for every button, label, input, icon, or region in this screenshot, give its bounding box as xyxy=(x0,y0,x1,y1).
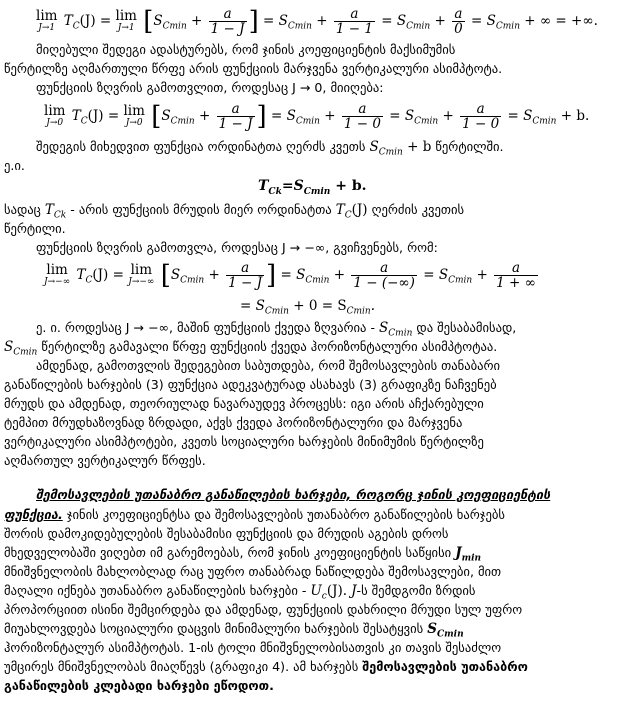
paragraph-line: წერტილი. xyxy=(4,221,66,236)
paragraph-line: $S_{Cmin}$ წერტილზე გამავალი წრფე ფუნქციის ქვედა ჰორიზონტალური ასიმპტოტაა. xyxy=(4,339,498,358)
centered-formula: $T_{Ck}=S_{Cmin} + b$. xyxy=(258,178,367,197)
paragraph-line: ე.ი. xyxy=(4,158,25,173)
section-heading: შემოსავლების უთანაბრო განაწილების ხარჯები, როგორც ჯინის კოეფიციენტის xyxy=(36,487,551,502)
paragraph-line: ფუნქციის ზღვრის გამოთვლით, როდესაც J → 0, მიიღება: xyxy=(36,80,384,95)
paragraph-line: მაღალი იქნება უთანაბრო განაწილების ხარჯები - $U_c(J)$. J-ს შემდგომი ზრდის xyxy=(4,583,476,602)
paragraph-line: პროპორციით ისინი შემცირდება და ამდენად, ფუნქციის დახრილი მრუდი სულ უფრო xyxy=(4,602,523,617)
paragraph-line: აღმართულ ვერტიკალურ წრფეს. xyxy=(4,453,206,468)
equation-limit-j-to-0: lim J→0 $T_C(J)$ = lim J→0 [$S_{Cmin}$ + $\frac{a}{1 - J}$ ] = $S_{Cmin}$ + $\frac{a}{1 - 0}$ = $S_{Cmin}$ + $\frac{a}{1 - 0}$ = $S_{Cmin} + b$. xyxy=(44,101,590,132)
paragraph-line: შორის დამოკიდებულების შესაბამისი ფუნქციის და მრუდის აგების დროს xyxy=(4,526,449,541)
paragraph-line: ამდენად, გამოთვლის შედეგებით საბუთდება, რომ შემოსავლების თანაბარი xyxy=(36,358,501,373)
paragraph-line: ფუნქცია. ჯინის კოეფიციენტსა და შემოსავლების უთანაბრო განაწილების ხარჯებს xyxy=(4,507,506,522)
paragraph-line: შედეგის მიხედვით ფუნქცია ორდინატთა ღერძს კვეთს $S_{Cmin} + b$ წერტილში. xyxy=(36,139,504,158)
paragraph-line: ვერტიკალური ასიმპტოტები, კვეთს სოციალური ხარჯების მინიმუმის წერტილზე xyxy=(4,434,484,449)
paragraph-line: ტემპით მრუდხაზოვნად ზრდადი, აქვს ქვედა ჰორიზონტალური და მარჯვენა xyxy=(4,415,463,430)
lim-operator: lim J→1 xyxy=(36,7,58,33)
equation-limit-result: = $S_{Cmin} + 0 = S_{Cmin}$. xyxy=(240,298,376,317)
paragraph-line: მხედველობაში ვიღებთ იმ გარემოებას, რომ ჯინის კოეფიციენტის საწყისი $J_{min}$ xyxy=(4,545,482,564)
paragraph-line: მნიშვნელობის მახლობლად რაც უფრო თანაბრად ნაწილდება შემოსავლები, მით xyxy=(4,564,502,579)
lim-operator: lim J→1 xyxy=(115,7,137,33)
paragraph-line: ჰორიზონტალურ ასიმპტოტას. 1-ის ტოლი მნიშვნელობისათვის კი თავის შესაძლო xyxy=(4,640,502,655)
equation-limit-j-to-1: lim J→1 $T_C(J)$ = lim J→1 [$S_{Cmin}$ + $\frac{a}{1 - J}$ ] = $S_{Cmin}$ + $\frac{a}{1 - 1}$ = $S_{Cmin}$ + $\frac{a}{0}$ = $S_{Cmin}$ + ∞ = +∞. xyxy=(36,6,598,37)
paragraph-line: ე. ი. როდესაც J → −∞, მაშინ ფუნქციის ქვედა ზღვარია - $S_{Cmin}$ და შესაბამისად, xyxy=(36,320,517,339)
paragraph-line: მიღებული შედეგი ადასტურებს, რომ ჯინის კოეფიციენტის მაქსიმუმის xyxy=(36,42,456,57)
paragraph-line: განაწილების კლებადი ხარჯები ეწოდოთ. xyxy=(4,678,274,693)
paragraph-line: უმცირეს მნიშვნელობას მიაღწევს (გრაფიკი 4). ამ ხარჯებს შემოსავლების უთანაბრო xyxy=(4,659,528,674)
paragraph-line: სადაც $T_{Ck}$ - არის ფუნქციის მრუდის მიერ ორდინატთა $T_C(J)$ ღერძის კვეთის xyxy=(4,202,465,221)
paragraph-line: ფუნქციის ზღვრის გამოთვლა, როდესაც J → −∞, გვიჩვენებს, რომ: xyxy=(36,240,438,255)
equation-limit-j-to-minus-infinity: lim J→−∞ $T_C(J)$ = lim J→−∞ [$S_{Cmin}$ + $\frac{a}{1 - J}$ ] = $S_{Cmin}$ + $\frac{a}{1 - (-\infty)}$ = $S_{Cmin}$ + $\frac{a}{1 + \infty}$ xyxy=(44,260,536,291)
paragraph-line: მრუდს და ამდენად, თეორიულად ნავარაუდევ პროცესს: იგი არის აჩქარებული xyxy=(4,396,484,411)
paragraph-line: მიუახლოვდება სოციალური დაცვის მინიმალური ხარჯების შესატყვის $S_{Cmin}$ xyxy=(4,621,464,640)
paragraph-line: წერტილზე აღმართული წრფე არის ფუნქციის მარჯვენა ვერტიკალური ასიმპტოტა. xyxy=(4,61,503,76)
paragraph-line: განაწილების ხარჯების (3) ფუნქცია ადეკვატურად ასახავს (3) გრაფიკზე ნაჩვენებ xyxy=(4,377,497,392)
